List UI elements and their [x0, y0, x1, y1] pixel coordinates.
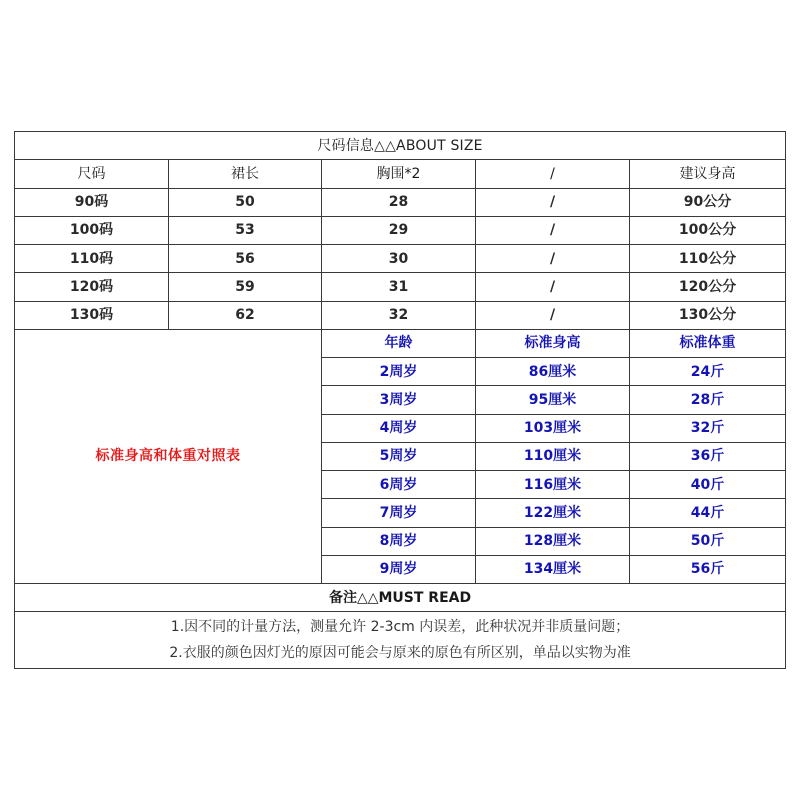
note-line: 2.衣服的颜色因灯光的原因可能会与原来的原色有所区别，单品以实物为准: [169, 645, 631, 662]
blank-cell: /: [476, 273, 630, 301]
blank-cell: /: [476, 245, 630, 273]
skirt-length-cell: 50: [169, 188, 322, 216]
table-row: [15, 216, 786, 244]
chest-cell: 31: [322, 273, 476, 301]
notes-row: [15, 612, 786, 669]
header-age: 年龄: [322, 329, 476, 357]
standard-height-cell: 110厘米: [476, 442, 630, 470]
size-cell: 130码: [15, 301, 169, 329]
standard-height-cell: 134厘米: [476, 555, 630, 583]
blank-cell: /: [476, 188, 630, 216]
age-cell: 6周岁: [322, 471, 476, 499]
header-standard-weight: 标准体重: [630, 329, 786, 357]
standard-weight-cell: 32斤: [630, 414, 786, 442]
table-row: [15, 245, 786, 273]
size-cell: 120码: [15, 273, 169, 301]
skirt-length-cell: 62: [169, 301, 322, 329]
suggested-height-cell: 110公分: [630, 245, 786, 273]
size-cell: 100码: [15, 216, 169, 244]
note-line: 1.因不同的计量方法，测量允许 2-3cm 内误差，此种状况并非质量问题；: [170, 619, 630, 636]
header-blank: /: [476, 160, 630, 188]
header-chest: 胸围*2: [322, 160, 476, 188]
chest-cell: 28: [322, 188, 476, 216]
size-chart-title-row: [15, 132, 786, 160]
suggested-height-cell: 130公分: [630, 301, 786, 329]
standard-weight-cell: 24斤: [630, 358, 786, 386]
standard-height-cell: 103厘米: [476, 414, 630, 442]
standard-weight-cell: 44斤: [630, 499, 786, 527]
age-cell: 5周岁: [322, 442, 476, 470]
standard-height-cell: 116厘米: [476, 471, 630, 499]
chest-cell: 32: [322, 301, 476, 329]
suggested-height-cell: 120公分: [630, 273, 786, 301]
table-row: [15, 188, 786, 216]
blank-cell: /: [476, 301, 630, 329]
chest-cell: 30: [322, 245, 476, 273]
standard-table-header-row: [15, 329, 786, 357]
notes-title-row: [15, 584, 786, 612]
size-chart-title: 尺码信息△△ABOUT SIZE: [15, 132, 786, 160]
age-cell: 2周岁: [322, 358, 476, 386]
chest-cell: 29: [322, 216, 476, 244]
standard-height-cell: 122厘米: [476, 499, 630, 527]
size-cell: 110码: [15, 245, 169, 273]
standard-height-cell: 86厘米: [476, 358, 630, 386]
header-suggested-height: 建议身高: [630, 160, 786, 188]
suggested-height-cell: 90公分: [630, 188, 786, 216]
skirt-length-cell: 56: [169, 245, 322, 273]
header-skirt-length: 裙长: [169, 160, 322, 188]
skirt-length-cell: 53: [169, 216, 322, 244]
standard-height-cell: 95厘米: [476, 386, 630, 414]
table-row: [15, 273, 786, 301]
size-cell: 90码: [15, 188, 169, 216]
age-cell: 8周岁: [322, 527, 476, 555]
age-cell: 9周岁: [322, 555, 476, 583]
age-cell: 3周岁: [322, 386, 476, 414]
standard-weight-cell: 56斤: [630, 555, 786, 583]
skirt-length-cell: 59: [169, 273, 322, 301]
standard-weight-cell: 36斤: [630, 442, 786, 470]
age-cell: 4周岁: [322, 414, 476, 442]
header-size: 尺码: [15, 160, 169, 188]
age-cell: 7周岁: [322, 499, 476, 527]
table-row: [15, 301, 786, 329]
size-table-header-row: [15, 160, 786, 188]
standard-weight-cell: 50斤: [630, 527, 786, 555]
notes-title: 备注△△MUST READ: [15, 584, 786, 612]
standard-weight-cell: 40斤: [630, 471, 786, 499]
suggested-height-cell: 100公分: [630, 216, 786, 244]
notes-cell: [15, 612, 786, 669]
header-standard-height: 标准身高: [476, 329, 630, 357]
standard-weight-cell: 28斤: [630, 386, 786, 414]
standard-height-weight-label: 标准身高和体重对照表: [15, 329, 322, 583]
standard-height-cell: 128厘米: [476, 527, 630, 555]
size-chart-table: [14, 131, 786, 669]
blank-cell: /: [476, 216, 630, 244]
